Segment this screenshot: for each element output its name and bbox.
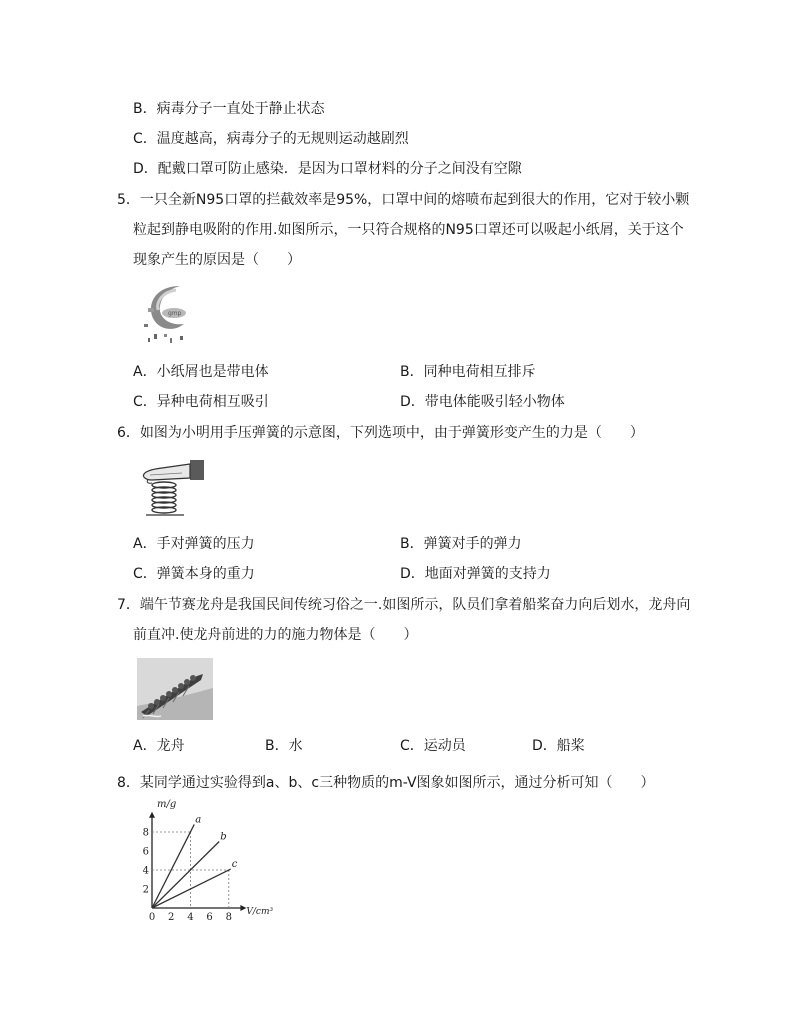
q5-stem-line-2: 粒起到静电吸附的作用.如图所示，一只符合规格的N95口罩还可以吸起小纸屑，关于这个 (133, 222, 684, 238)
q5-stem-line-3: 现象产生的原因是（ ） (133, 252, 301, 268)
q4-option-d: D．配戴口罩可防止感染．是因为口罩材料的分子之间没有空隙 (133, 161, 522, 177)
q7-stem-line-1: 7．端午节赛龙舟是我国民间传统习俗之一.如图所示，队员们拿着船桨奋力向后划水，龙舟向 (117, 597, 691, 613)
y-axis-label: m/g (157, 799, 177, 810)
q5-stem-line-1: 5．一只全新N95口罩的拦截效率是95%，口罩中间的熔喷布起到很大的作用，它对于较小颗 (117, 192, 690, 208)
q4-option-b: B．病毒分子一直处于静止状态 (133, 101, 325, 117)
x-tick-label: 4 (187, 912, 194, 922)
mask-picture (140, 280, 198, 346)
y-tick-label: 2 (142, 884, 149, 896)
q5-option-b: B．同种电荷相互排斥 (400, 364, 536, 380)
q4-option-c: C．温度越高，病毒分子的无规则运动越剧烈 (133, 131, 409, 147)
q6-option-b: B．弹簧对手的弹力 (400, 536, 522, 552)
x-axis-label: V/cm³ (246, 907, 274, 917)
series-line-c (152, 869, 231, 908)
y-tick-label: 8 (142, 827, 149, 839)
series-label-a: a (195, 814, 202, 826)
y-tick-label: 6 (142, 846, 149, 858)
m-v-chart (136, 798, 286, 922)
q5-option-c: C．异种电荷相互吸引 (133, 394, 269, 410)
series-label-b: b (220, 831, 227, 843)
q6-option-d: D．地面对弹簧的支持力 (400, 566, 551, 582)
series-line-a (152, 824, 194, 908)
q7-option-d: D．船桨 (532, 738, 585, 754)
q6-option-c: C．弹簧本身的重力 (133, 566, 255, 582)
q7-option-b: B．水 (265, 738, 303, 754)
series-line-b (152, 842, 219, 909)
svg-text:gmp: gmp (168, 310, 182, 317)
hand-pressing-spring-picture (138, 458, 208, 518)
q6-option-a: A．手对弹簧的压力 (133, 536, 255, 552)
x-tick-label: 2 (168, 912, 175, 922)
series-label-c: c (231, 859, 238, 871)
x-tick-label: 0 (148, 912, 156, 922)
x-tick-label: 6 (206, 912, 213, 922)
y-tick-label: 4 (142, 865, 149, 877)
q7-option-a: A．龙舟 (133, 738, 185, 754)
q5-option-a: A．小纸屑也是带电体 (133, 364, 269, 380)
dragon-boat-picture (137, 658, 213, 720)
q5-option-d: D．带电体能吸引轻小物体 (400, 394, 565, 410)
q8-stem-line-1: 8．某同学通过实验得到a、b、c三种物质的m-V图象如图所示，通过分析可知（ ） (117, 775, 655, 791)
y-axis-arrow (149, 812, 155, 818)
q7-option-c: C．运动员 (400, 738, 466, 754)
q7-stem-line-2: 前直冲.使龙舟前进的力的施力物体是（ ） (133, 627, 418, 643)
q6-stem-line-1: 6．如图为小明用手压弹簧的示意图，下列选项中，由于弹簧形变产生的力是（ ） (117, 425, 644, 441)
x-tick-label: 8 (225, 912, 232, 922)
